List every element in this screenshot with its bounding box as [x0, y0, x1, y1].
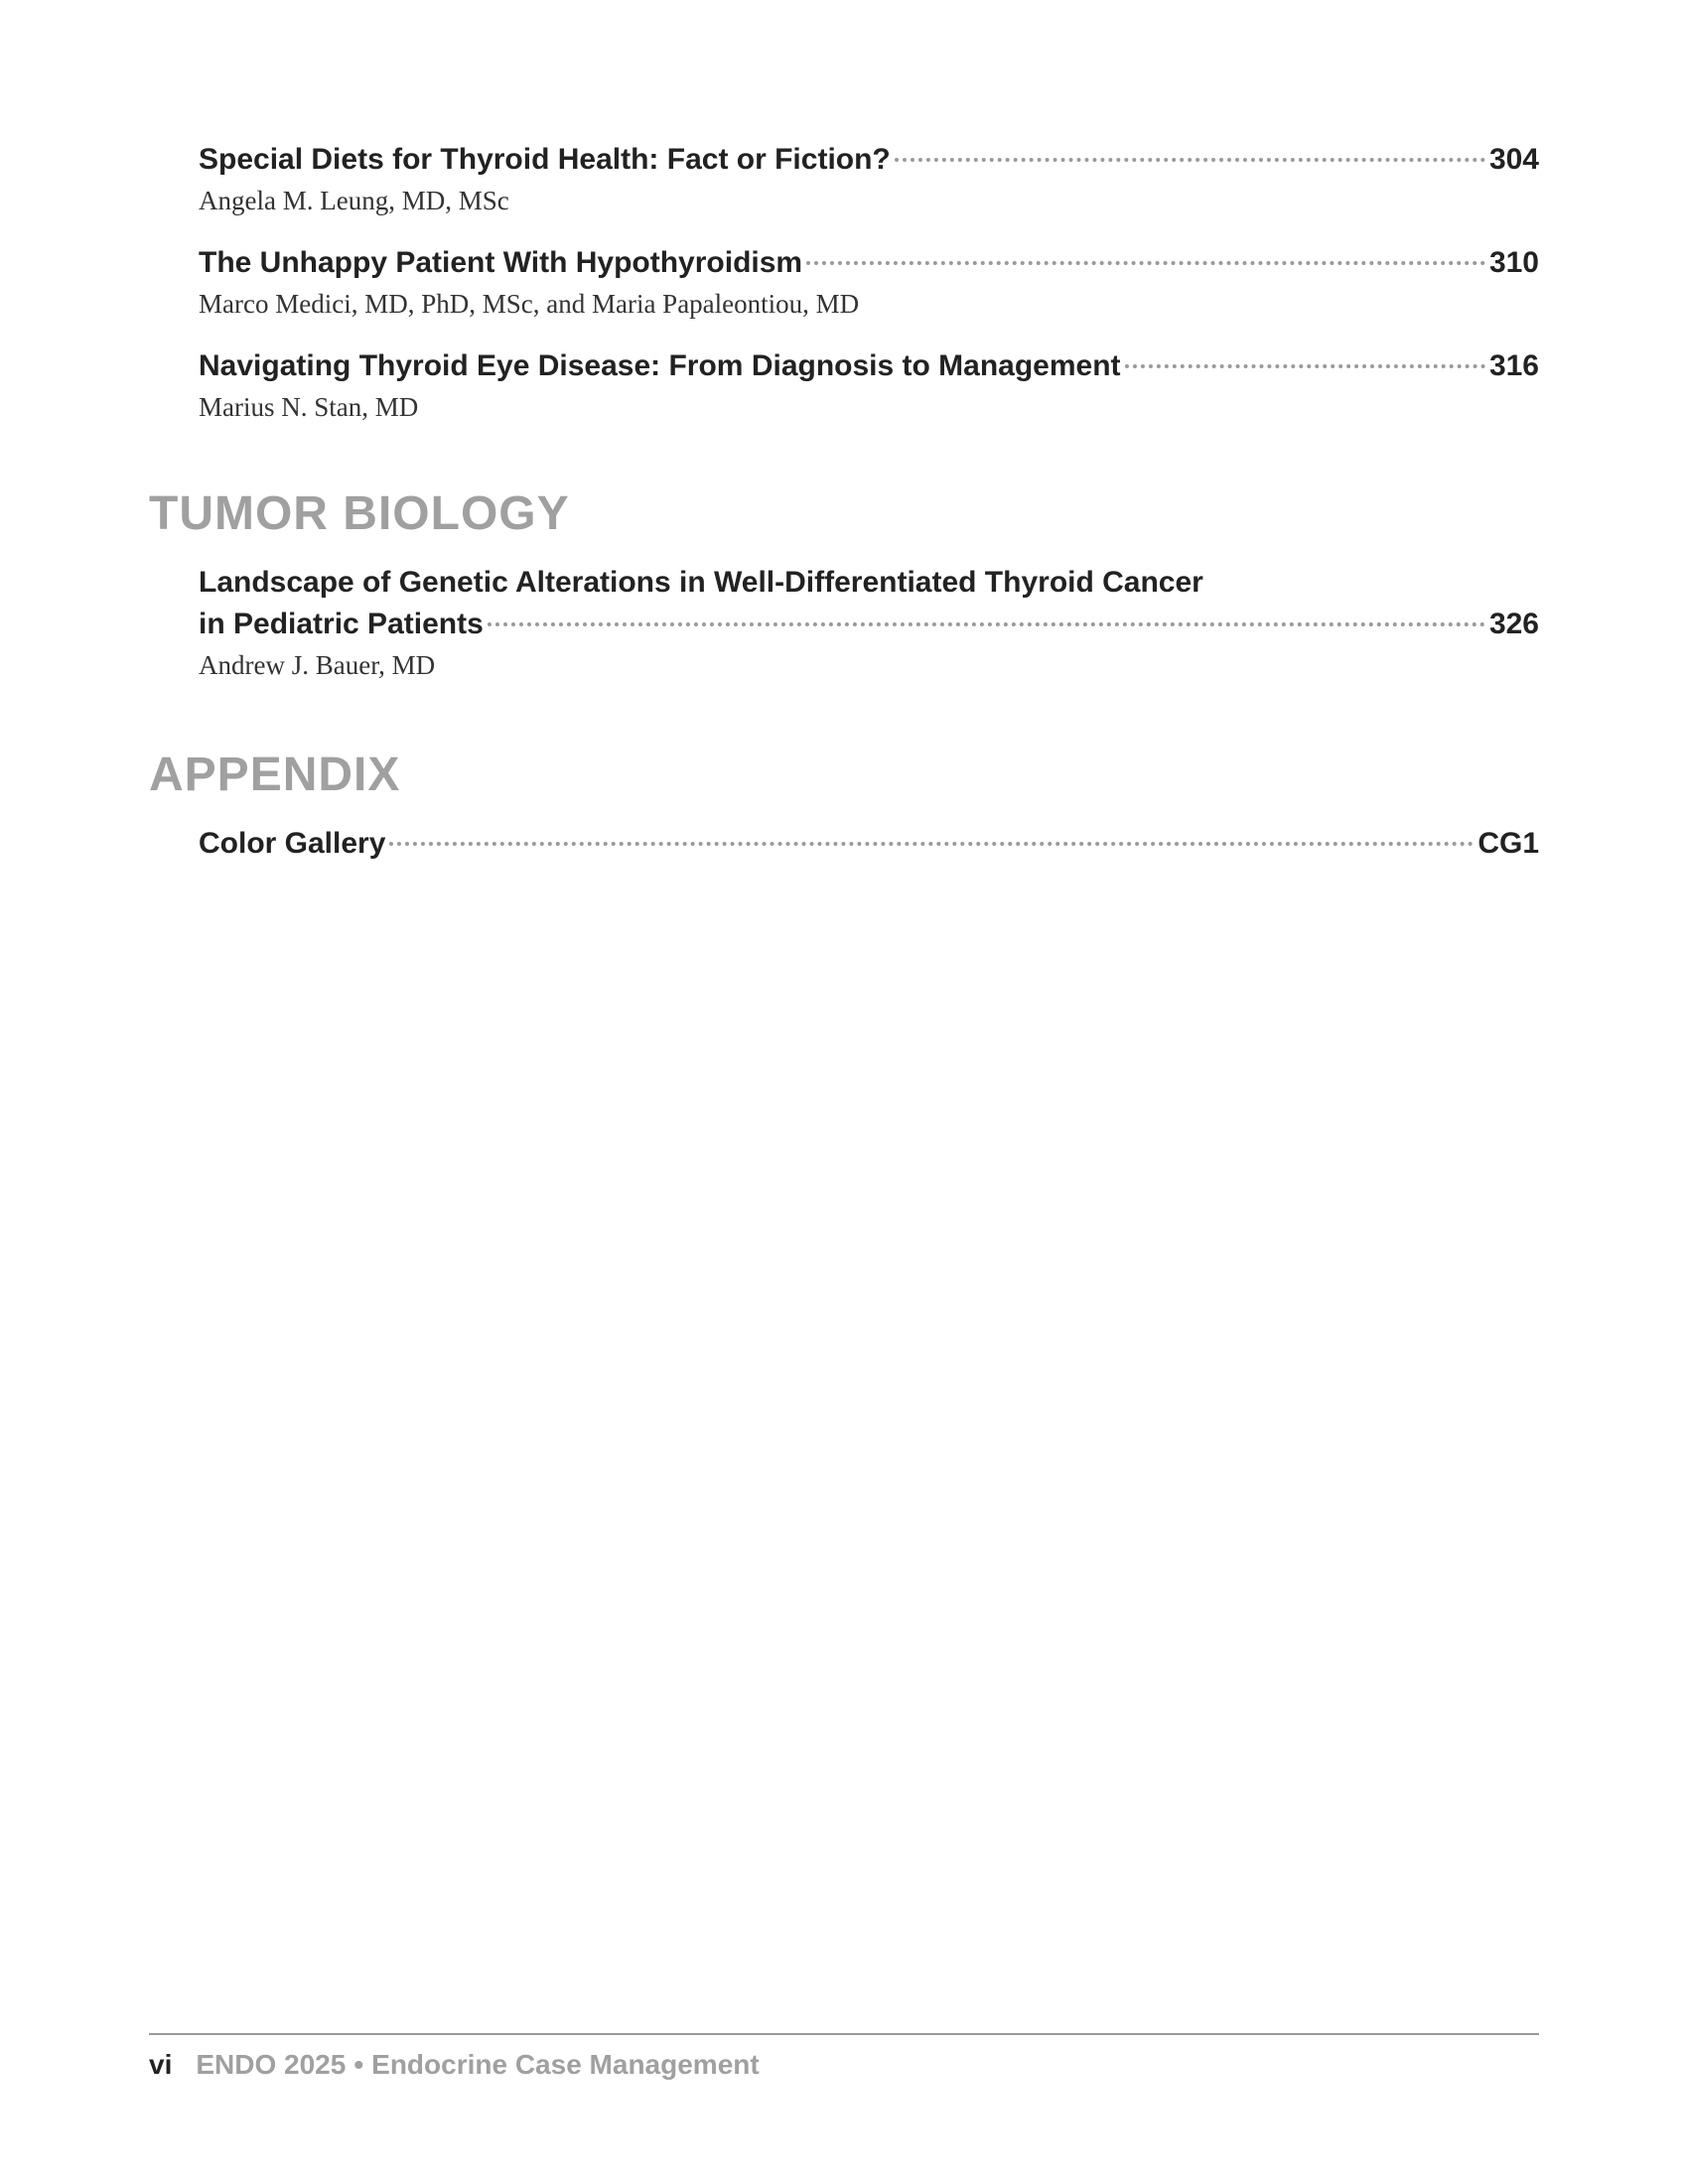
toc-page-number: 310	[1488, 246, 1539, 279]
footer-divider	[149, 2033, 1539, 2035]
toc-entry-line	[199, 242, 1539, 284]
toc-entry[interactable]	[199, 242, 1539, 322]
dot-leader	[806, 261, 1485, 265]
toc-entry-title: The Unhappy Patient With Hypothyroidism	[199, 246, 803, 279]
toc-entry-author: Andrew J. Bauer, MD	[199, 650, 436, 680]
toc-page-number: 304	[1488, 143, 1539, 176]
toc-entry-line	[199, 139, 1539, 181]
toc-entry-author: Marco Medici, MD, PhD, MSc, and Maria Papaleontiou, MD	[199, 289, 860, 319]
toc-entry[interactable]	[199, 139, 1539, 218]
toc-entry[interactable]	[199, 823, 1539, 865]
footer-publication: ENDO 2025	[196, 2049, 347, 2080]
toc-entry-line	[199, 823, 1539, 865]
footer-series-title: Endocrine Case Management	[371, 2049, 760, 2080]
dot-leader	[1125, 364, 1485, 368]
toc-entry-title-line1: Landscape of Genetic Alterations in Well-Differentiated Thyroid Cancer	[199, 566, 1203, 599]
dot-leader	[488, 622, 1485, 626]
toc-entry-author: Marius N. Stan, MD	[199, 392, 419, 422]
page-footer	[149, 2045, 760, 2085]
toc-entry-title: Color Gallery	[199, 827, 386, 860]
dot-leader	[389, 842, 1474, 846]
toc-entry[interactable]	[199, 345, 1539, 425]
toc-entry-title: Navigating Thyroid Eye Disease: From Diagnosis to Management	[199, 349, 1121, 382]
section-heading-appendix: APPENDIX	[149, 749, 401, 801]
toc-entry-title-line2: in Pediatric Patients	[199, 608, 484, 640]
dot-leader	[895, 158, 1485, 162]
toc-page-number: CG1	[1477, 827, 1539, 860]
toc-page-number: 316	[1488, 349, 1539, 382]
toc-entry-title: Special Diets for Thyroid Health: Fact or Fiction?	[199, 143, 891, 176]
toc-page-number: 326	[1488, 608, 1539, 640]
toc-entry-line	[199, 604, 1539, 645]
toc-entry[interactable]	[199, 562, 1539, 683]
footer-page-number: vi	[149, 2049, 173, 2080]
toc-entry-line	[199, 345, 1539, 387]
section-heading-tumor-biology: TUMOR BIOLOGY	[149, 487, 570, 540]
toc-entry-author: Angela M. Leung, MD, MSc	[199, 186, 509, 215]
footer-bullet-separator: •	[353, 2049, 364, 2080]
